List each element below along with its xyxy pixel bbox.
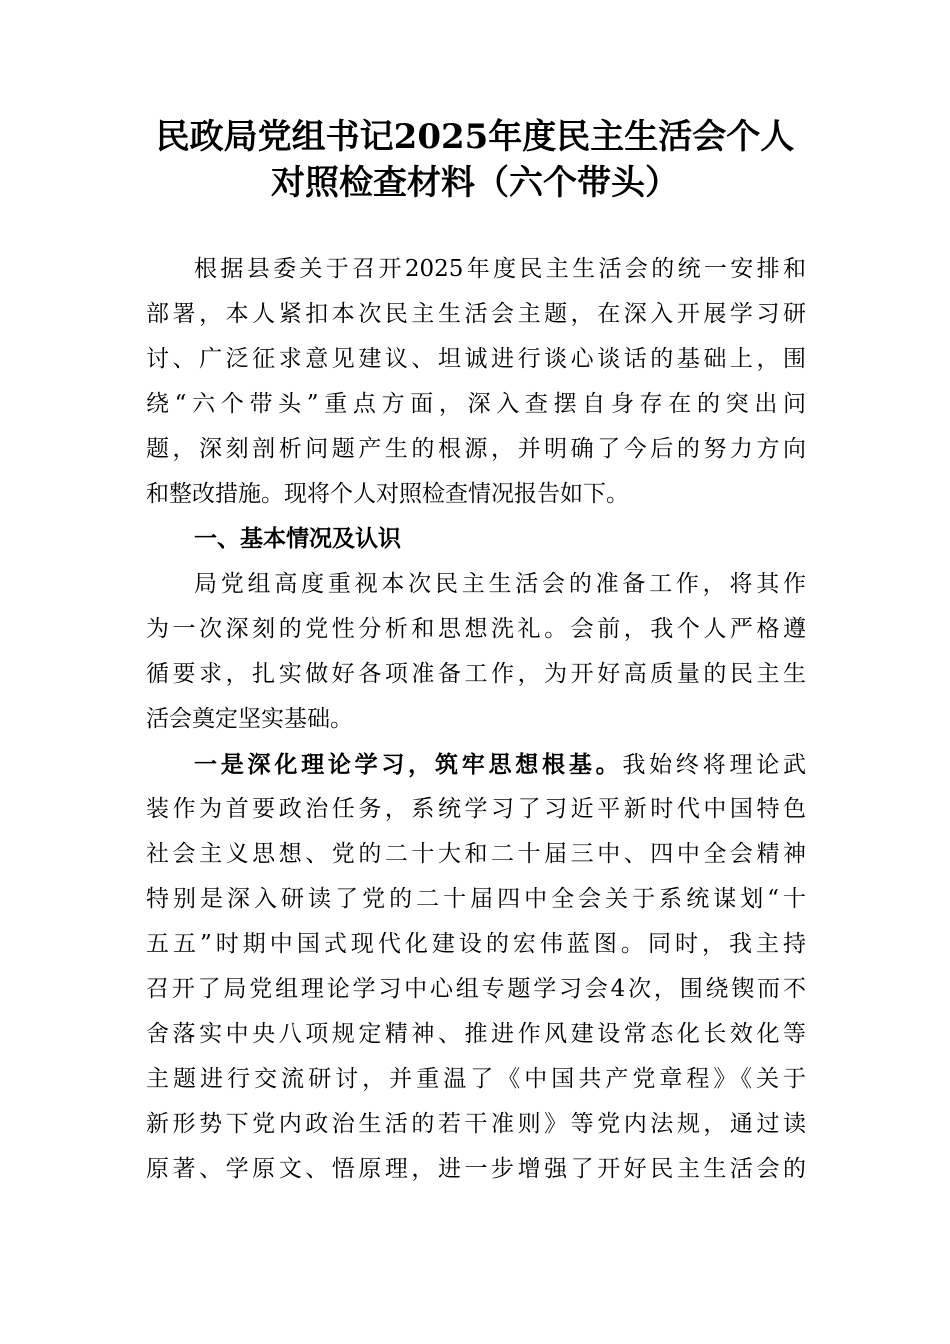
section-heading: 一、基本情况及认识 — [194, 526, 401, 552]
point-line: 舍落实中央八项规定精神、推进作风建设常态化长效化等 — [146, 1021, 806, 1047]
intro-line: 讨、广泛征求意见建议、坦诚进行谈心谈话的基础上，围 — [146, 346, 806, 372]
point-line: 装作为首要政治任务，系统学习了习近平新时代中国特色 — [146, 796, 806, 822]
intro-line: 根据县委关于召开2025年度民主生活会的统一安排和 — [194, 256, 806, 282]
point-line: 五五”时期中国式现代化建设的宏伟蓝图。同时，我主持 — [146, 931, 806, 957]
point-line: 新形势下党内政治生活的若干准则》等党内法规，通过读 — [146, 1111, 806, 1137]
intro-line: 和整改措施。现将个人对照检查情况报告如下。 — [146, 481, 629, 507]
point-line: 社会主义思想、党的二十大和二十届三中、四中全会精神 — [146, 841, 806, 867]
point-line: 原著、学原文、悟原理，进一步增强了开好民主生活会的 — [146, 1156, 806, 1182]
point-lead-rest: 我始终将理论武 — [622, 752, 807, 778]
point-line: 特别是深入研读了党的二十届四中全会关于系统谋划“十 — [146, 886, 806, 912]
point-line: 召开了局党组理论学习中心组专题学习会4次，围绕锲而不 — [146, 976, 806, 1002]
point-line: 主题进行交流研讨，并重温了《中国共产党章程》《关于 — [146, 1066, 806, 1092]
section-line: 局党组高度重视本次民主生活会的准备工作，将其作 — [194, 571, 806, 597]
intro-line: 绕“六个带头”重点方面，深入查摆自身存在的突出问 — [146, 391, 806, 417]
section-line: 循要求，扎实做好各项准备工作，为开好高质量的民主生 — [146, 661, 806, 687]
document-title-line-2: 对照检查材料（六个带头） — [271, 163, 679, 203]
intro-line: 部署，本人紧扣本次民主生活会主题，在深入开展学习研 — [146, 301, 806, 327]
section-line: 为一次深刻的党性分析和思想洗礼。会前，我个人严格遵 — [146, 616, 806, 642]
point-first-line — [194, 742, 806, 787]
point-bold-lead: 一是深化理论学习，筑牢思想根基。 — [194, 751, 623, 778]
intro-line: 题，深刻剖析问题产生的根源，并明确了今后的努力方向 — [146, 436, 806, 462]
section-line: 活会奠定坚实基础。 — [146, 706, 353, 732]
document-title-line-1: 民政局党组书记2025年度民主生活会个人 — [155, 117, 795, 157]
